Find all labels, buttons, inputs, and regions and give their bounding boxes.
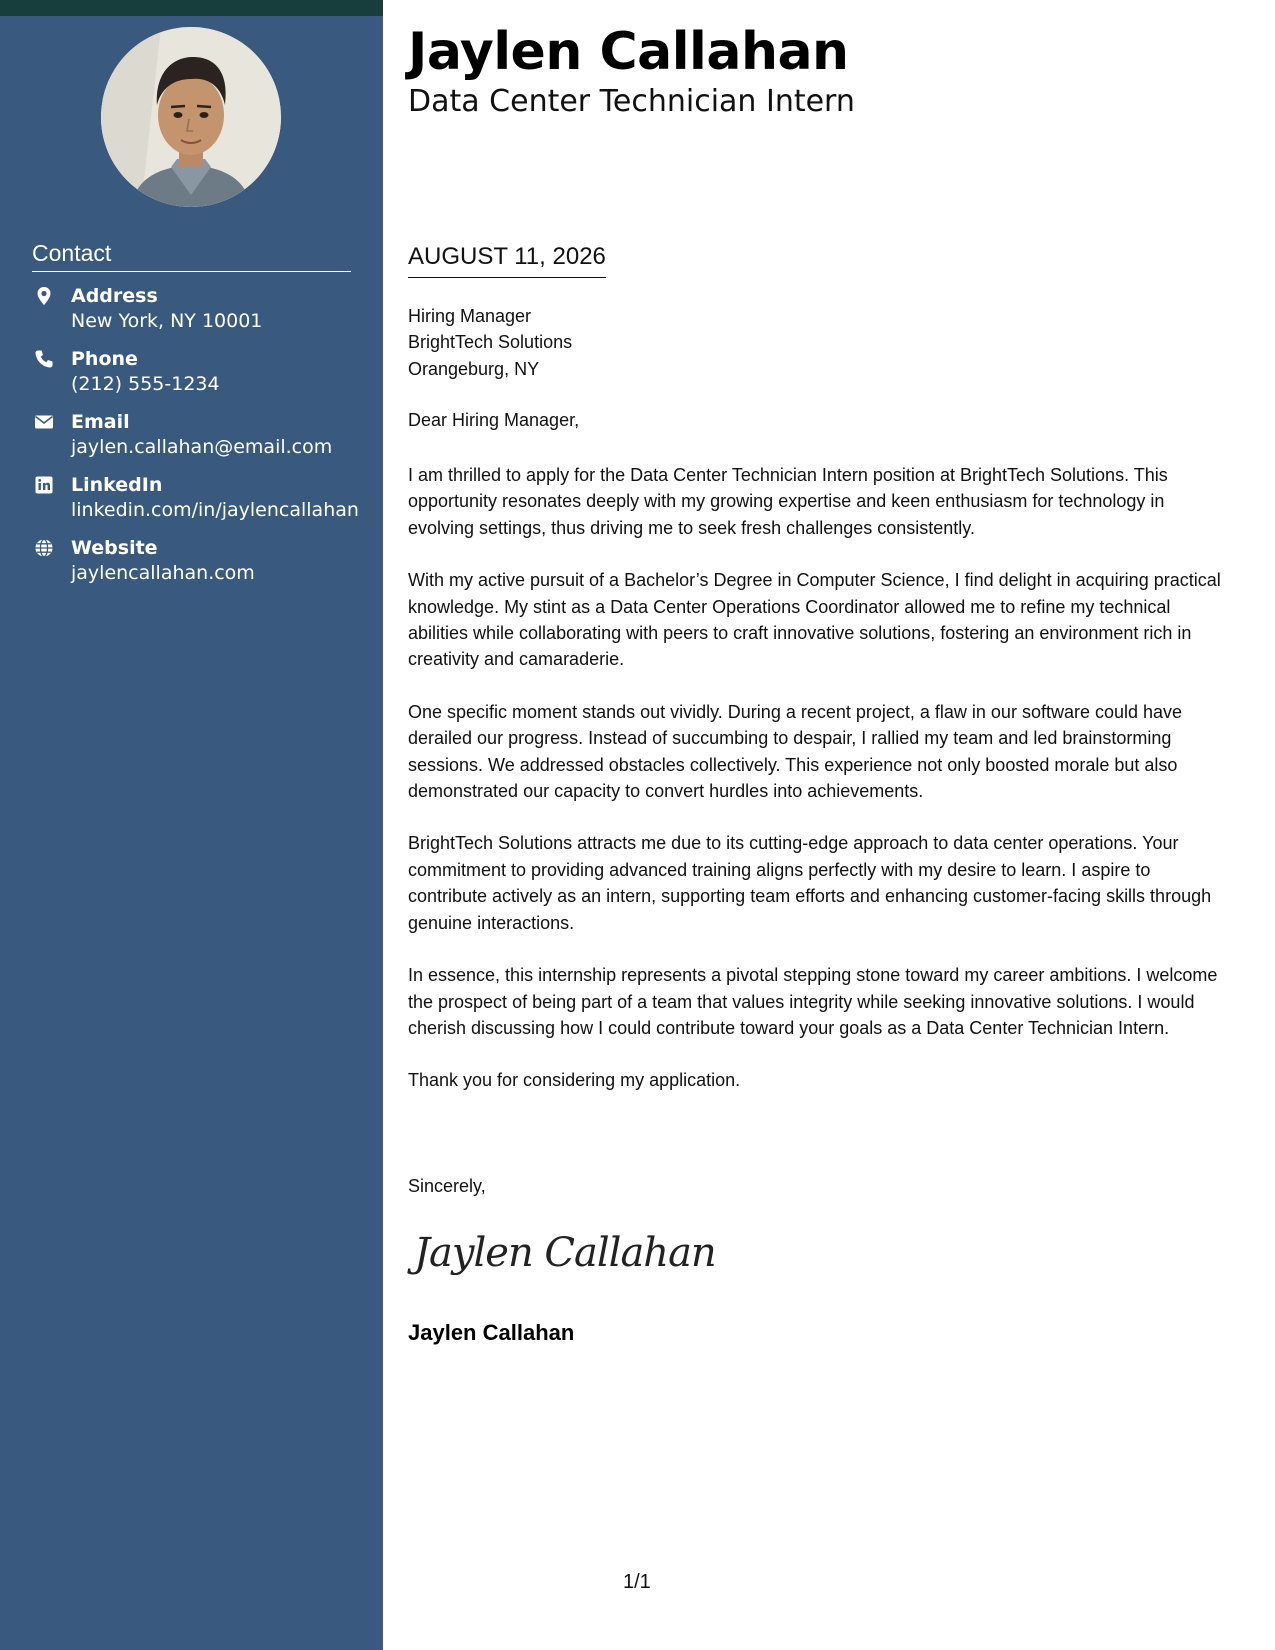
handwritten-signature: Jaylen Callahan: [414, 1230, 716, 1276]
profile-photo: [101, 27, 281, 207]
contact-item-website: [32, 536, 362, 599]
contact-item-address: [32, 284, 362, 347]
contact-value: linkedin.com/in/jaylencallahan: [71, 499, 359, 521]
body-paragraph: BrightTech Solutions attracts me due to its cutting-edge approach to data center operations. Your commitment to providing advanced training aligns perfectly with my desire to learn. I aspire to contribute actively as an intern, supporting team efforts and enhancing customer-facing skills through genuine interactions.: [408, 833, 1212, 933]
recipient-block: [408, 303, 572, 382]
page-number: 1/1: [623, 1571, 651, 1593]
body-paragraph: Thank you for considering my application.: [408, 1070, 741, 1091]
body-paragraph: One specific moment stands out vividly. During a recent project, a flaw in our software could have derailed our progress. Instead of succumbing to despair, I rallied my team and led brainstorming sessions. We addressed obstacles collectively. This experience not only boosted morale but also demonstrated our capacity to convert hurdles into achievements.: [408, 701, 1183, 802]
globe-icon: [34, 538, 54, 558]
closing: Sincerely,: [408, 1176, 486, 1196]
body-paragraph: With my active pursuit of a Bachelor’s Degree in Computer Science, I find delight in acquiring practical knowledge. My stint as a Data Center Operations Coordinator allowed me to refine my technical abilities while collaborating with peers to craft innovative solutions, fostering an environment rich in creativity and camaraderie.: [408, 570, 1221, 670]
contact-item-email: [32, 410, 362, 473]
map-pin-icon: [34, 286, 54, 306]
salutation: Dear Hiring Manager,: [408, 410, 580, 430]
envelope-icon: [34, 412, 54, 432]
contact-value: New York, NY 10001: [71, 310, 263, 332]
letter-body: [408, 462, 1228, 1120]
contact-item-phone: [32, 347, 362, 410]
recipient-company: BrightTech Solutions: [408, 332, 573, 353]
contact-item-linkedin: [32, 473, 362, 536]
signature-name: Jaylen Callahan: [408, 1320, 575, 1345]
contact-label: Email: [71, 411, 130, 433]
linkedin-icon: [34, 475, 54, 495]
phone-icon: [34, 349, 54, 369]
job-title: Data Center Technician Intern: [408, 84, 855, 119]
applicant-name: Jaylen Callahan: [408, 22, 849, 82]
sidebar: [0, 0, 383, 1650]
contact-label: Website: [71, 537, 158, 559]
letter-date: AUGUST 11, 2026: [408, 243, 606, 278]
contact-label: LinkedIn: [71, 474, 163, 496]
recipient-name: Hiring Manager: [408, 306, 532, 326]
contact-value: (212) 555-1234: [71, 373, 220, 395]
body-paragraph: I am thrilled to apply for the Data Center Technician Intern position at BrightTech Solutions. This opportunity resonates deeply with my growing expertise and keen enthusiasm for technology in evolving settings, thus driving me to seek fresh challenges consistently.: [408, 465, 1168, 538]
contact-list: [32, 284, 362, 599]
contact-label: Phone: [71, 348, 138, 370]
contact-label: Address: [71, 285, 158, 307]
contact-heading: Contact: [32, 240, 351, 272]
contact-value: jaylen.callahan@email.com: [71, 436, 333, 458]
contact-value: jaylencallahan.com: [71, 562, 255, 584]
sidebar-top-bar: [0, 0, 383, 16]
body-paragraph: In essence, this internship represents a pivotal stepping stone toward my career ambitions. I welcome the prospect of being part of a team that values integrity while seeking innovative solutions. I would cherish discussing how I could contribute toward your goals as a Data Center Technician Intern.: [408, 965, 1218, 1038]
recipient-location: Orangeburg, NY: [408, 358, 540, 379]
